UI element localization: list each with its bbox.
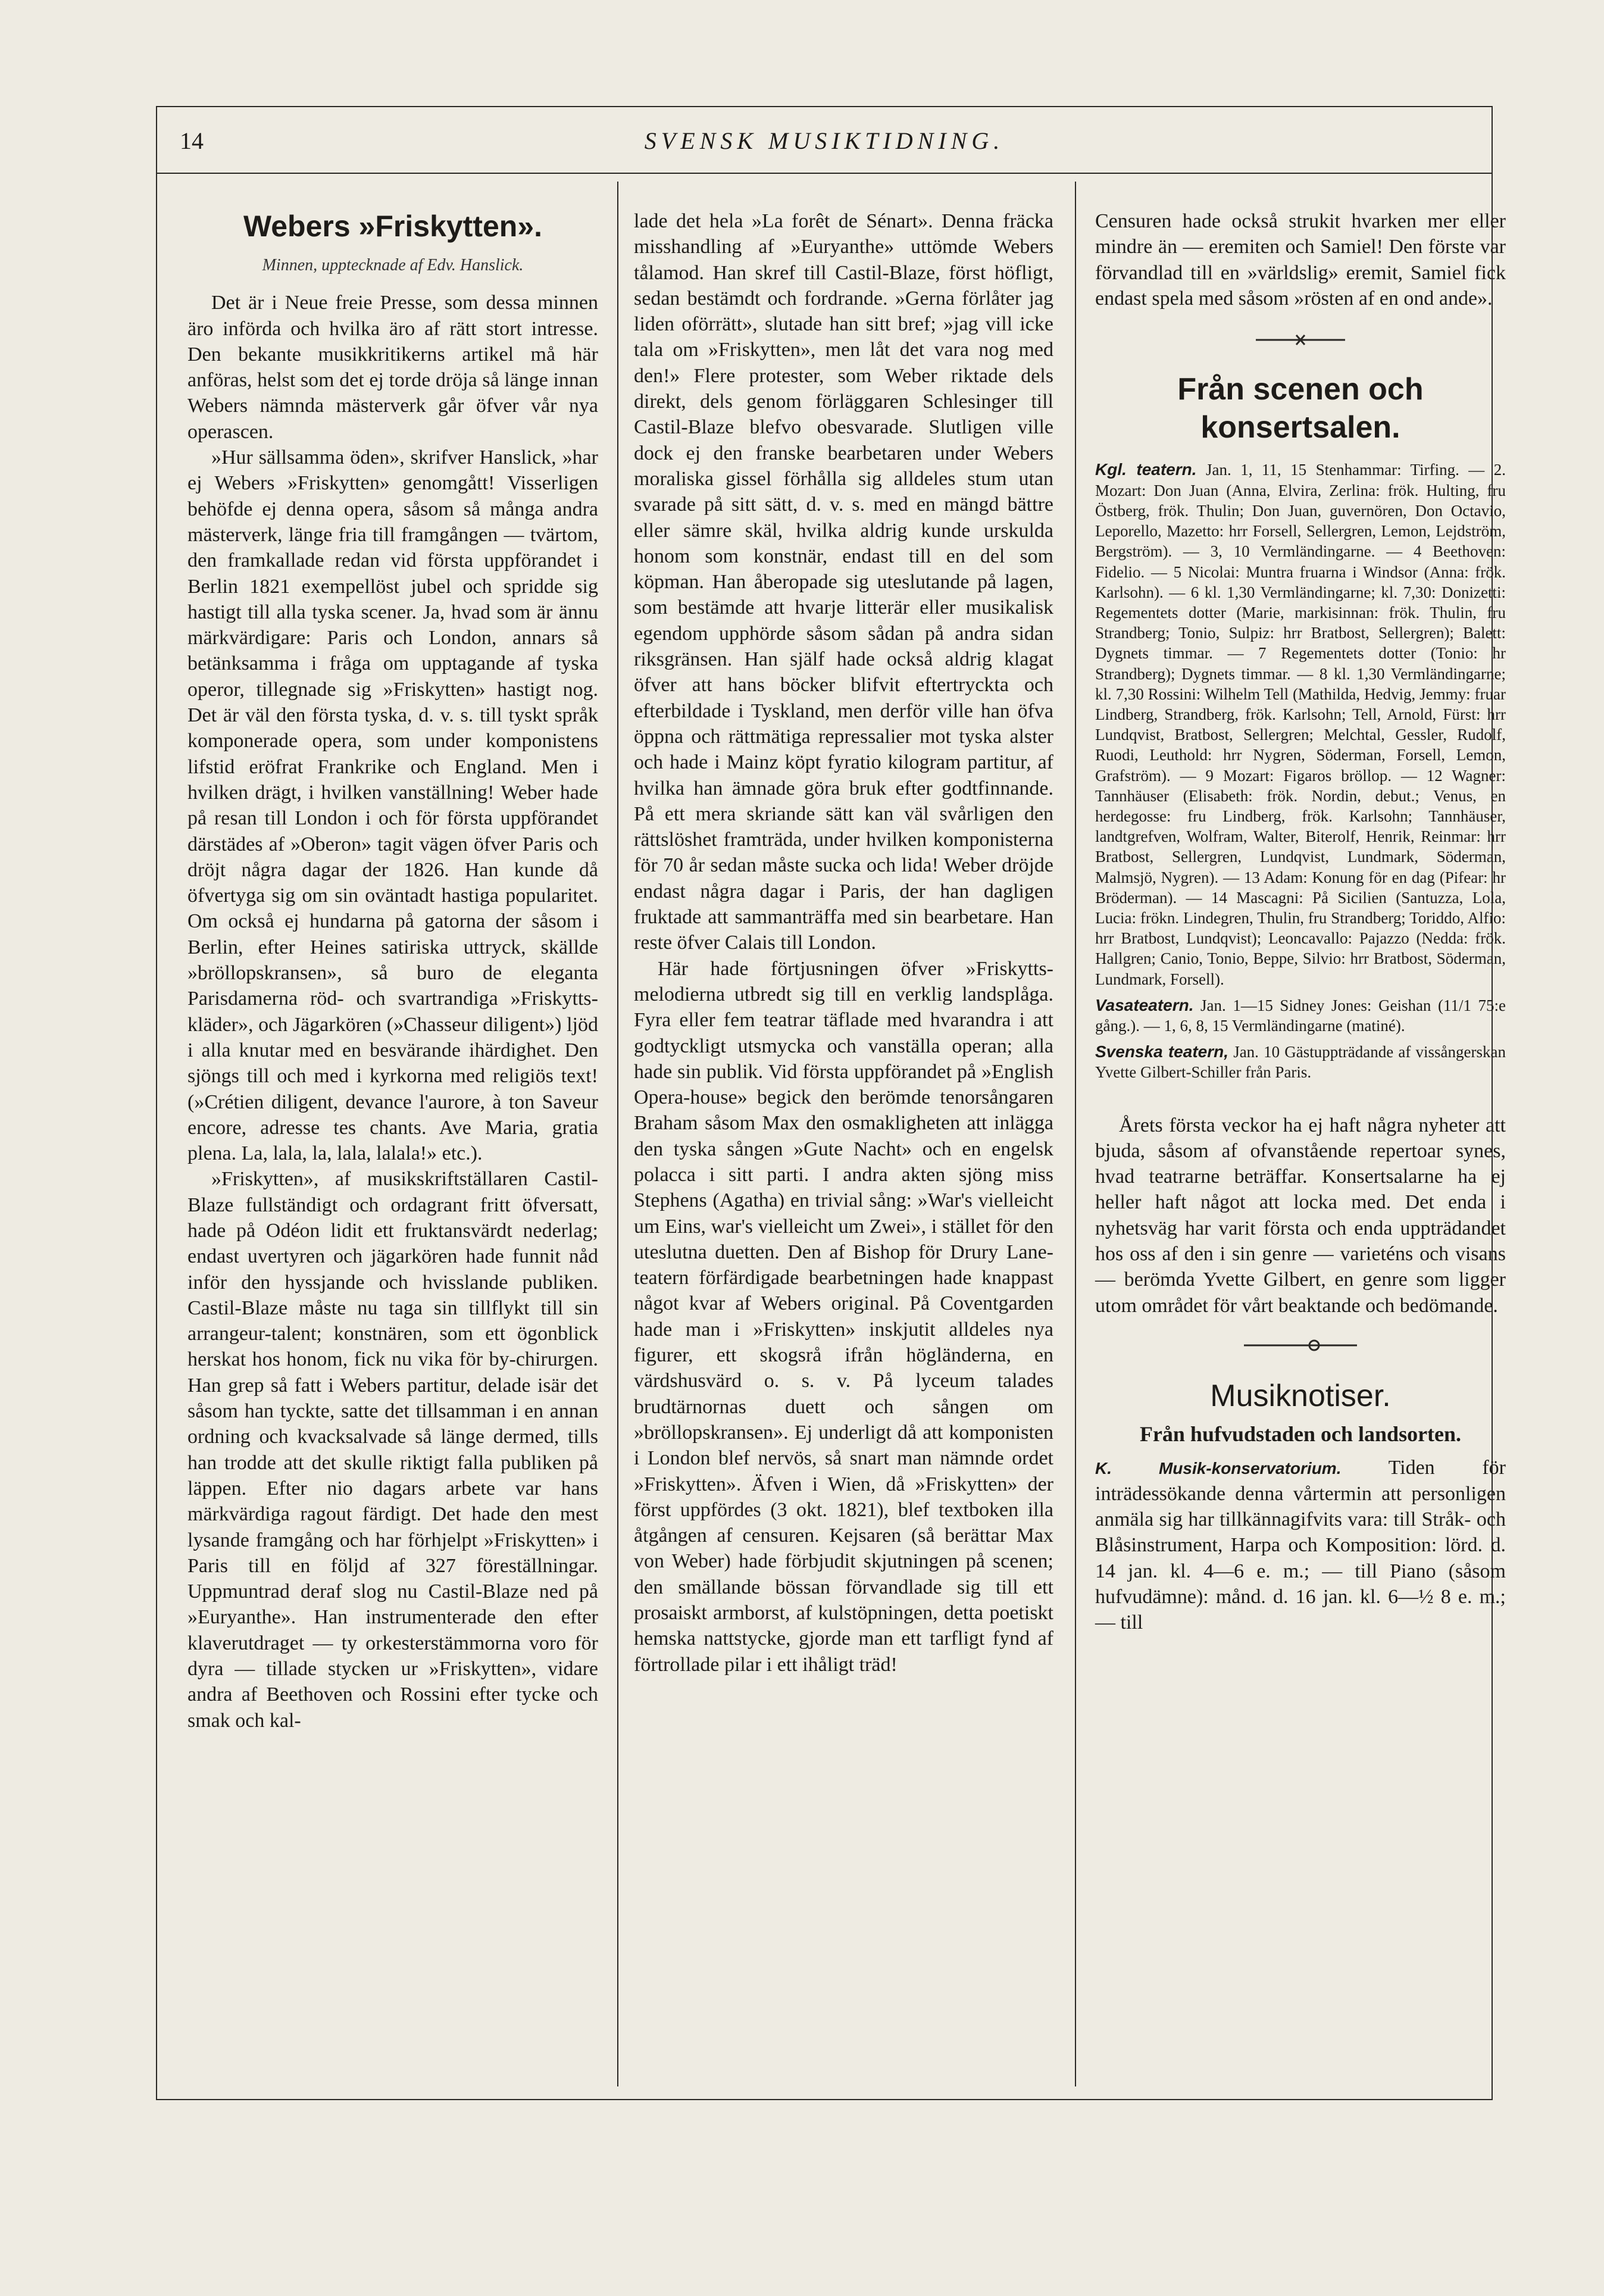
musik-text: Tiden för inträdessökande denna vårtermin att personligen anmäla sig har tillkännagifvits vara: till Stråk- och Blåsinstrument, Harpa och Komposition: lörd. d. 14 jan. kl. 4—6 e. m.; — till Piano (såsom hufvudämne): månd. d. 16 jan. kl. 6—½ 8 e. m.; — till — [1095, 1456, 1506, 1634]
column-2 — [634, 208, 1053, 1678]
repertoire-list — [1095, 460, 1506, 1082]
column-divider-1 — [617, 182, 618, 2086]
column-1 — [187, 208, 598, 1733]
journal-title: SVENSK MUSIKTIDNING. — [644, 127, 1005, 154]
section-title-musik: Musiknotiser. — [1210, 1379, 1391, 1414]
page-header — [156, 122, 1493, 164]
article-paragraph: »Friskytten», af musikskriftställaren Castil-Blaze fullständigt och ordagrant fritt öfversatt, hade på Odéon lidit ett fruktansvärdt nederlag; endast uvertyren och jägarkören hade funnit nåd inför den hyssjande och hvisslande publiken. Castil-Blaze måste nu taga sin tillflykt till sin arrangeur-talent; konstnären, som ett ögonblick herskat hos honom, fick nu vika för by-chirurgen. Han grep så fatt i Webers partitur, delade isär det såsom han tyckte, satte det tillsamman i en annan ordning och kvacksalvade så länge dermed, tills han trodde att det skulle riktigt falla publiken på läppen. Efter nio dagars arbete var hans märkvärdiga ragout färdigt. Det hade den mest lysande framgång och har förhjelpt »Friskytten» i Paris till en följd af 327 föreställningar. Uppmuntrad deraf slog nu Castil-Blaze ned på »Euryanthe». Han instrumenterade den efter klaverutdraget — ty orkesterstämmorna voro för dyra — tillade stycken ur »Friskytten», vidare andra af Beethoven och Rossini efter tycke och smak och kal- — [187, 1168, 598, 1732]
repertoire-label: Svenska teatern, — [1095, 1042, 1228, 1061]
article-title: Webers »Friskytten». — [243, 210, 543, 243]
article-paragraph: lade det hela »La forêt de Sénart». Denna fräcka misshandling af »Euryanthe» uttömde Webers tålamod. Han skref till Castil-Blaze, först höfligt, sedan bestämdt och fordrande. »Gerna förlåter jag liden oförrätt», slutade han sitt bref; »jag vill icke tala om »Friskytten», men låt det vara nog med den!» Flere protester, som Weber riktade dels direkt, dels genom förläggaren Schlesinger till Castil-Blaze blefvo obesvarade. Slutligen ville dock ej den franske bearbetaren under Webers moraliska gissel förhålla sig alldeles stum utan svarade på sitt sätt, d. v. s. med en mängd bättre eller sämre skäl, hvilka aldrig kunde urskulda honom som konstnär, endast till en del som köpman. Han åberopade sig uteslutande på lagen, som bestämde att hvarje litterär eller musikalisk egendom upphörde såsom sådan på andra sidan riksgränsen. Han själf hade också aldrig klagat öfver att hans böcker blifvit eftertryckta och efterbildade i Tyskland, men derför ville han öfva öppna och rättmätiga repressalier mot tyska alster och hade i Mainz köpt fyratio kilogram partitur, af hvilka han ämnade göra bruk efter godtfinnande. På ett mera skriande sätt kan väl svårligen den rättslöshet framträda, under hvilken komponisterna för 70 år sedan måste sucka och lida! Weber dröjde endast några dagar i Paris, der han dagligen fruktade att sammanträffa med sin bearbetare. Han reste öfver Calais till London. — [634, 210, 1053, 954]
section-title-scen: Från scenen och konsertsalen. — [1177, 372, 1424, 445]
header-rule — [156, 173, 1493, 174]
musik-label: K. Musik-konservatorium. — [1095, 1458, 1342, 1477]
ornament-divider-icon — [1095, 328, 1506, 354]
scen-closing-paragraph: Årets första veckor ha ej haft några nyheter att bjuda, såsom af ofvanstående repertoar synes, hvad teatrarne beträffar. Konsertsalarne ha ej heller haft något att locka med. Det enda i nyhetsväg har varit första och enda uppträdandet hos oss af den i sin genre — varieténs och visans — berömda Yvette Gilbert, en genre som ligger utom området för vårt beaktande och bedömande. — [1095, 1114, 1506, 1317]
column-3 — [1095, 208, 1506, 1636]
repertoire-label: Kgl. teatern. — [1095, 460, 1197, 479]
repertoire-label: Vasateatern. — [1095, 995, 1194, 1014]
ornament-divider-icon — [1095, 1335, 1506, 1361]
repertoire-text: Jan. 1, 11, 15 Stenhammar: Tirfing. — 2. Mozart: Don Juan (Anna, Elvira, Zerlina: frök. Hulting, fru Östberg, frök. Thulin; Don Juan, guvernören, Don Octavio, Leporello, Mazetto: hrr Forsell, Sellergren, Lemon, Lejdström, Bergström). — 3, 10 Vermländingarne. — 4 Beethoven: Fidelio. — 5 Nicolai: Muntra fruarna i Windsor (Anna: frök. Karlsohn). — 6 kl. 1,30 Vermländingarne; kl. 7,30: Donizetti: Regementets dotter (Marie, markisinnan: frök. Thulin, fru Strandberg; Tonio, Sulpiz: hrr Bratbost, Sellergren); Balett: Dygnets timmar. — 7 Regementets dotter (Tonio: hr Strandberg); Dygnets timmar. — 8 kl. 1,30 Vermländingarne; kl. 7,30 Rossini: Wilhelm Tell (Mathilda, Hedvig, Jemmy: fruar Lindberg, Strandberg, frök. Karlsohn; Tell, Arnold, Fürst: hrr Lundqvist, Bratbost, Sellergren; Melchtal, Gessler, Rudolf, Ruodi, Leuthold: hrr Nygren, Söderman, Forsell, Lemon, Grafström). — 9 Mozart: Figaros bröllop. — 12 Wagner: Tannhäuser (Elisabeth: frök. Nordin, debut.; Venus, en herdegosse: fru Lindberg, frök. Karlsohn; Tannhäuser, landtgrefven, Wolfram, Walter, Biterolf, Henrik, Reinmar: hrr Bratbost, Sellergren, Lundqvist, Lundmark, Söderman, Malmsjö, Nygren). — 13 Adam: Konung för en dag (Pifear: hr Bröderman). — 14 Mascagni: På Sicilien (Santuzza, Lola, Lucia: frökn. Lindegren, Thulin, fru Strandberg; Toriddo, Alfio: hrr Bratbost, Lundqvist); Leoncavallo: Pajazzo (Nedda: frök. Hallgren; Canio, Tonio, Beppe, Silvio: hrr Bratbost, Söderman, Lundmark, Forsell). — [1095, 461, 1506, 988]
article-paragraph: »Hur sällsamma öden», skrifver Hanslick, »har ej Webers »Friskytten» genomgått! Visserligen behöfde ej denna opera, såsom så många andra mästerverk, länge fria till framgången — tvärtom, den framkallade redan vid första uppförandet i Berlin 1821 exempellöst jubel och spridde sig hastigt till alla tyska scener. Ja, hvad som är ännu märkvärdigare: Paris och London, annars så betänksamma i fråga om upptagande af tyska operor, tillegnade sig »Friskytten» hastigt nog. Det är väl den första tyska, d. v. s. till tyskt språk komponerade opera, som under komponistens lifstid eröfrat Frankrike och England. Men i hvilken drägt, i hvilken vanställning! Weber hade på resan till London i och för första uppförandet därstädes af »Oberon» tagit vägen öfver Paris och dröjt några dagar der 1826. Han kunde då öfvertyga sig om sin oväntadt hastiga popularitet. Om också ej hundarna på gatorna der såsom i Berlin, efter Heines satiriska uttryck, skällde »bröllopskransen», så buro de eleganta Parisdamerna röd- och svartrandiga »Friskytts-kläder», och Jägarkören (»Chasseur diligent») ljöd i alla knutar med en besvärande ihärdighet. Den sjöngs till och med i kyrkorna med religiös text! (»Crétien diligent, devance l'aurore, à ton Saveur encore, adresse tes chants. Ave Maria, gratia plena. La, lala, la, lala, lalala!» etc.). — [187, 446, 598, 1165]
article-subtitle: Minnen, upptecknade af Edv. Hanslick. — [262, 256, 524, 274]
article-paragraph: Här hade förtjusningen öfver »Friskytts-melodierna utbredt sig till en verklig landsplåga. Fyra eller fem teatrar täflade med hvarandra i att godtyckligt utsmycka och vanställa operan; alla hade sin publik. Vid första uppförandet på »English Opera-house» begick den berömde tenorsångaren Braham såsom Max den osmakligheten att inlägga den tyska sången »Gute Nacht» och en engelsk polacca i sitt parti. I andra akten sjöng miss Stephens (Agatha) en trivial sång: »War's vielleicht um Eins, war's vielleicht um Zwei», i stället för den uteslutna duetten. Den af Bishop för Drury Lane-teatern förfärdigade bearbetningen hade knappast något kvar af Webers original. På Coventgarden hade man i »Friskytten» inskjutit alldeles nya figurer, ett skogsrå ifrån högländerna, en värdshusvärd o. s. v. På lyceum talades brudtärnornas duett och sången om »bröllopskransen». Ej underligt då att komponisten i London blef nervös, så snart man nämnde ordet »Friskytten». Äfven i Wien, då »Friskytten» der först uppfördes (3 okt. 1821), blef textboken illa åtgången af censuren. Kejsaren (så berättar Max von Weber) hade förbjudit skjutningen på scenen; den smällande bössan förvandlade sig till ett prosaiskt armborst, af kulstöpningen, detta poetiskt hemska nattstycke, gjorde man ett tarfligt fynd af förtrollade pilar i ett ihåligt träd! — [634, 957, 1053, 1676]
article-paragraph: Det är i Neue freie Presse, som dessa minnen äro införda och hvilka äro af rätt stort intresse. Den bekante musikkritikerns artikel må här anföras, helst som det ej torde dröja så länge innan Webers nämnda mästerverk går öfver vår nya operascen. — [187, 292, 598, 443]
repertoire-text: Jan. 10 Gästuppträdande af vissångerskan Yvette Gilbert-Schiller från Paris. — [1095, 1043, 1506, 1082]
page-number: 14 — [180, 127, 204, 154]
column-divider-2 — [1075, 182, 1076, 2086]
article-paragraph: Censuren hade också strukit hvarken mer eller mindre än — eremiten och Samiel! Den förste var förvandlad till en »världslig» eremit, Samiel fick endast spela med såsom »rösten af en ond ande». — [1095, 210, 1506, 310]
section-subtitle-musik: Från hufvudstaden och landsorten. — [1139, 1422, 1462, 1447]
repertoire-text: Jan. 1—15 Sidney Jones: Geishan (11/1 75:e gång.). — 1, 6, 8, 15 Vermländingarne (matiné). — [1095, 996, 1506, 1035]
